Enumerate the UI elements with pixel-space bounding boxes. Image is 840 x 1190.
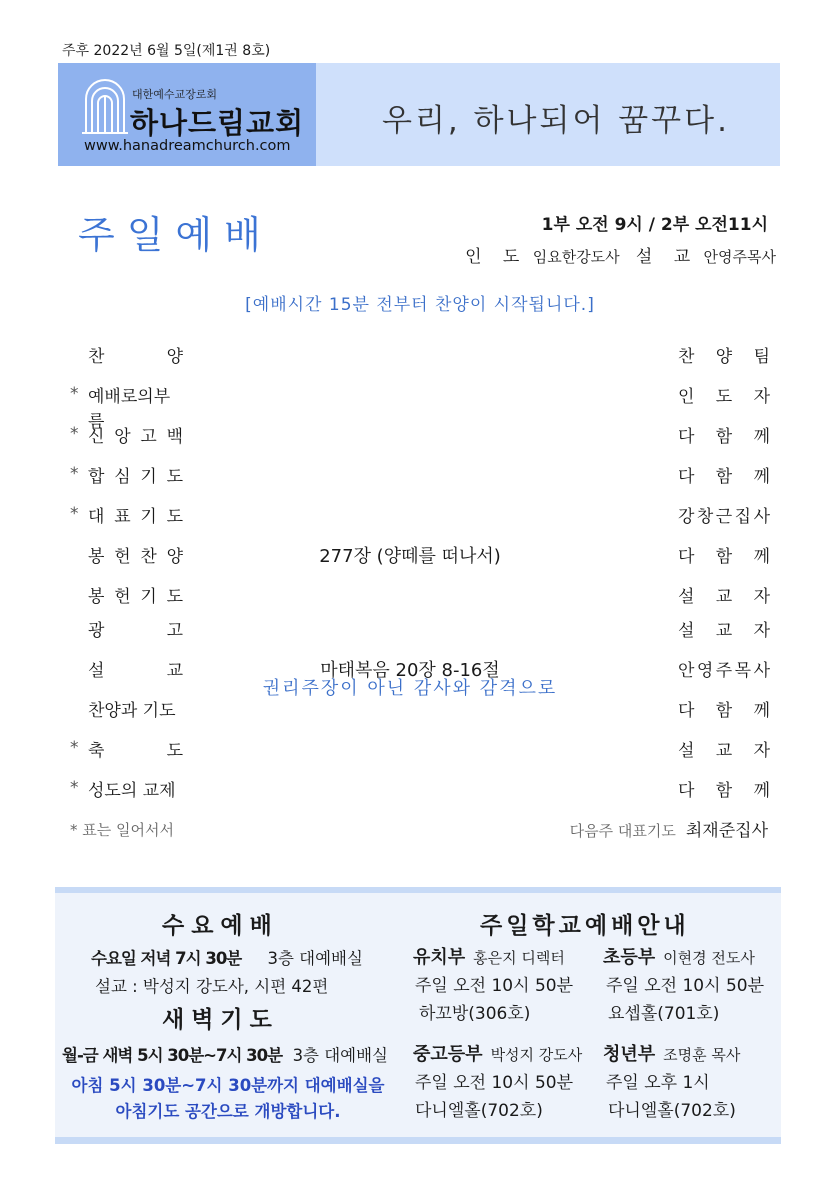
dept-young-adults [603, 1040, 740, 1066]
order-person: 설 교 자 [678, 587, 770, 607]
dept-time: 주일 오전 10시 50분 [606, 976, 765, 996]
standing-footnote: * 표는 일어서서 [70, 821, 174, 839]
order-item: 봉 헌 기 도 [88, 587, 183, 607]
order-person: 안 영 주 목 사 [678, 661, 770, 681]
dept-room: 요셉홀(701호) [608, 1004, 720, 1024]
dept-room: 하꼬방(306호) [419, 1004, 531, 1024]
standing-mark: * [70, 424, 79, 444]
header-banner [58, 63, 780, 166]
leader-label: 인 도 [465, 247, 528, 267]
dept-time: 주일 오전 10시 50분 [415, 1073, 574, 1093]
church-logo [58, 63, 316, 166]
order-detail: 마태복음 20장 8-16절 [320, 660, 500, 681]
order-item: 광 고 [88, 621, 183, 641]
standing-mark: * [70, 504, 79, 524]
order-person: 다 함 께 [678, 701, 770, 721]
order-item: 성도의 교제 [88, 781, 176, 801]
church-name: 하나드림교회 [130, 106, 305, 140]
dawn-title: 새벽기도 [162, 1007, 279, 1033]
bottom-divider [55, 1137, 781, 1144]
dawn-place: 3층 대예배실 [292, 1046, 389, 1065]
order-row [70, 462, 770, 492]
service-title: 주일예배 [78, 213, 273, 257]
dept-leader: 조명훈 목사 [663, 1046, 741, 1064]
order-person: 설 교 자 [678, 741, 770, 761]
wednesday-time: 수요일 저녁 7시 30분 [91, 949, 242, 968]
top-divider [55, 887, 781, 893]
order-person: 다 함 께 [678, 467, 770, 487]
standing-mark: * [70, 384, 79, 404]
dawn-time-line [62, 1042, 388, 1066]
order-detail: 277장 (양떼를 떠나서) [319, 546, 501, 567]
church-arch-icon [82, 75, 128, 135]
order-row [70, 542, 770, 572]
order-item: 찬양과 기도 [88, 701, 176, 721]
dept-name: 청년부 [603, 1044, 656, 1065]
dept-room: 다니엘홀(702호) [415, 1101, 543, 1121]
dept-kindergarten [413, 943, 565, 969]
order-row [70, 342, 770, 372]
dept-name: 중고등부 [413, 1044, 483, 1065]
order-person: 설 교 자 [678, 621, 770, 641]
sermon-title: 권리주장이 아닌 감사와 감격으로 [262, 678, 558, 699]
service-leaders [465, 242, 776, 267]
leader-name: 임요한강도사 [532, 248, 620, 266]
worship-notice: [예배시간 15분 전부터 찬양이 시작됩니다.] [245, 295, 595, 315]
next-prayer-label: 다음주 대표기도 [569, 822, 676, 840]
dept-leader: 박성지 강도사 [490, 1046, 583, 1064]
dept-room: 다니엘홀(702호) [608, 1101, 736, 1121]
order-row [70, 696, 770, 726]
order-person: 찬 양 팀 [678, 347, 770, 367]
next-prayer [570, 816, 768, 841]
church-url: www.hanadreamchurch.com [84, 138, 291, 154]
order-person: 다 함 께 [678, 547, 770, 567]
order-item: 봉 헌 찬 양 [88, 547, 183, 567]
dept-leader: 홍은지 디렉터 [473, 949, 565, 967]
order-row [70, 736, 770, 766]
order-item: 예배로의부름 [88, 387, 171, 432]
order-item: 합 심 기 도 [88, 467, 183, 487]
dawn-notice-1: 아침 5시 30분~7시 30분까지 대예배실을 [71, 1076, 385, 1095]
order-row [70, 422, 770, 452]
standing-mark: * [70, 778, 79, 798]
order-item: 설 교 [88, 661, 183, 681]
dept-youth [413, 1040, 582, 1066]
slogan-panel [316, 63, 780, 166]
standing-mark: * [70, 738, 79, 758]
bulletin-date: 주후 2022년 6월 5일(제1권 8호) [62, 43, 271, 59]
order-row [70, 616, 770, 646]
order-row [70, 582, 770, 612]
dept-name: 유치부 [413, 947, 466, 968]
order-person: 강 창 근 집 사 [678, 507, 770, 527]
dept-elementary [603, 943, 755, 969]
order-item: 대 표 기 도 [88, 507, 183, 527]
order-person: 다 함 께 [678, 427, 770, 447]
preacher-label: 설 교 [635, 247, 699, 267]
bottom-info-box [55, 887, 781, 1144]
denomination: 대한예수교장로회 [132, 88, 218, 101]
sunday-school-title: 주일학교예배안내 [480, 913, 690, 939]
dept-time: 주일 오전 10시 50분 [415, 976, 574, 996]
wednesday-place: 3층 대예배실 [267, 949, 363, 968]
order-row [70, 776, 770, 806]
preacher-name: 안영주목사 [703, 248, 776, 266]
order-person: 인 도 자 [678, 387, 770, 407]
order-row [70, 382, 770, 432]
slogan: 우리, 하나되어 꿈꾸다. [382, 103, 730, 139]
wednesday-sermon: 설교 : 박성지 강도사, 시편 42편 [95, 977, 329, 996]
order-row [70, 502, 770, 532]
standing-mark: * [70, 464, 79, 484]
order-item: 찬 양 [88, 347, 183, 367]
dept-leader: 이현경 전도사 [663, 949, 755, 967]
dept-name: 초등부 [603, 947, 656, 968]
order-item: 축 도 [88, 741, 183, 761]
next-prayer-name: 최재준집사 [685, 821, 768, 841]
wednesday-title: 수요예배 [162, 913, 279, 939]
dawn-notice-2: 아침기도 공간으로 개방합니다. [115, 1102, 341, 1121]
order-person: 다 함 께 [678, 781, 770, 801]
wednesday-time-line [91, 945, 363, 969]
dept-time: 주일 오후 1시 [606, 1073, 710, 1093]
order-item: 신 앙 고 백 [88, 427, 183, 447]
dawn-time: 월-금 새벽 5시 30분~7시 30분 [62, 1046, 283, 1065]
service-times: 1부 오전 9시 / 2부 오전11시 [541, 215, 768, 235]
